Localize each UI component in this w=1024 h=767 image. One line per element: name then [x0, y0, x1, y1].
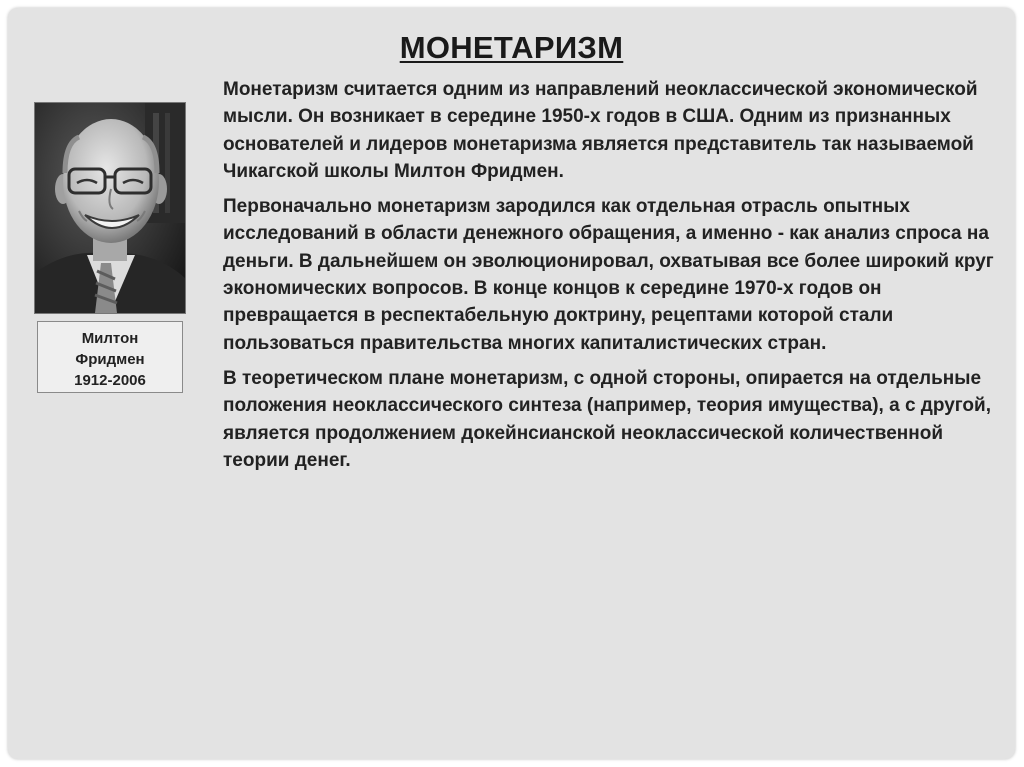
portrait-photo — [34, 102, 186, 314]
body-text — [223, 76, 1003, 482]
slide-title-text: МОНЕТАРИЗМ — [399, 30, 624, 65]
slide-title — [8, 30, 1015, 66]
portrait-caption — [37, 321, 183, 393]
portrait-image — [35, 103, 185, 313]
slide — [8, 8, 1015, 759]
caption-first-name: Милтон — [81, 330, 139, 347]
paragraph-2: Первоначально монетаризм зародился как отдельная отрасль опытных исследований в области денежного обращения, а именно - как анализ спроса на деньги. В дальнейшем он эволюционировал, охватывая все более широкий круг экономических вопросов. В конце концов к середине 1970-х годов он превращается в респектабельную доктрину, рецептами которой стали пользоваться правительства многих капиталистических стран. — [223, 196, 994, 354]
caption-years: 1912-2006 — [74, 372, 146, 389]
caption-last-name: Фридмен — [75, 351, 145, 368]
paragraph-1: Монетаризм считается одним из направлений неоклассической экономической мысли. Он возникает в середине 1950-х годов в США. Одним из признанных основателей и лидеров монетаризма является представитель так называемой Чикагской школы Милтон Фридмен. — [223, 79, 978, 182]
paragraph-3: В теоретическом плане монетаризм, с одной стороны, опирается на отдельные положения неоклассического синтеза (например, теория имущества), а с другой, является продолжением докейнсианской неоклассической количественной теории денег. — [223, 367, 991, 471]
